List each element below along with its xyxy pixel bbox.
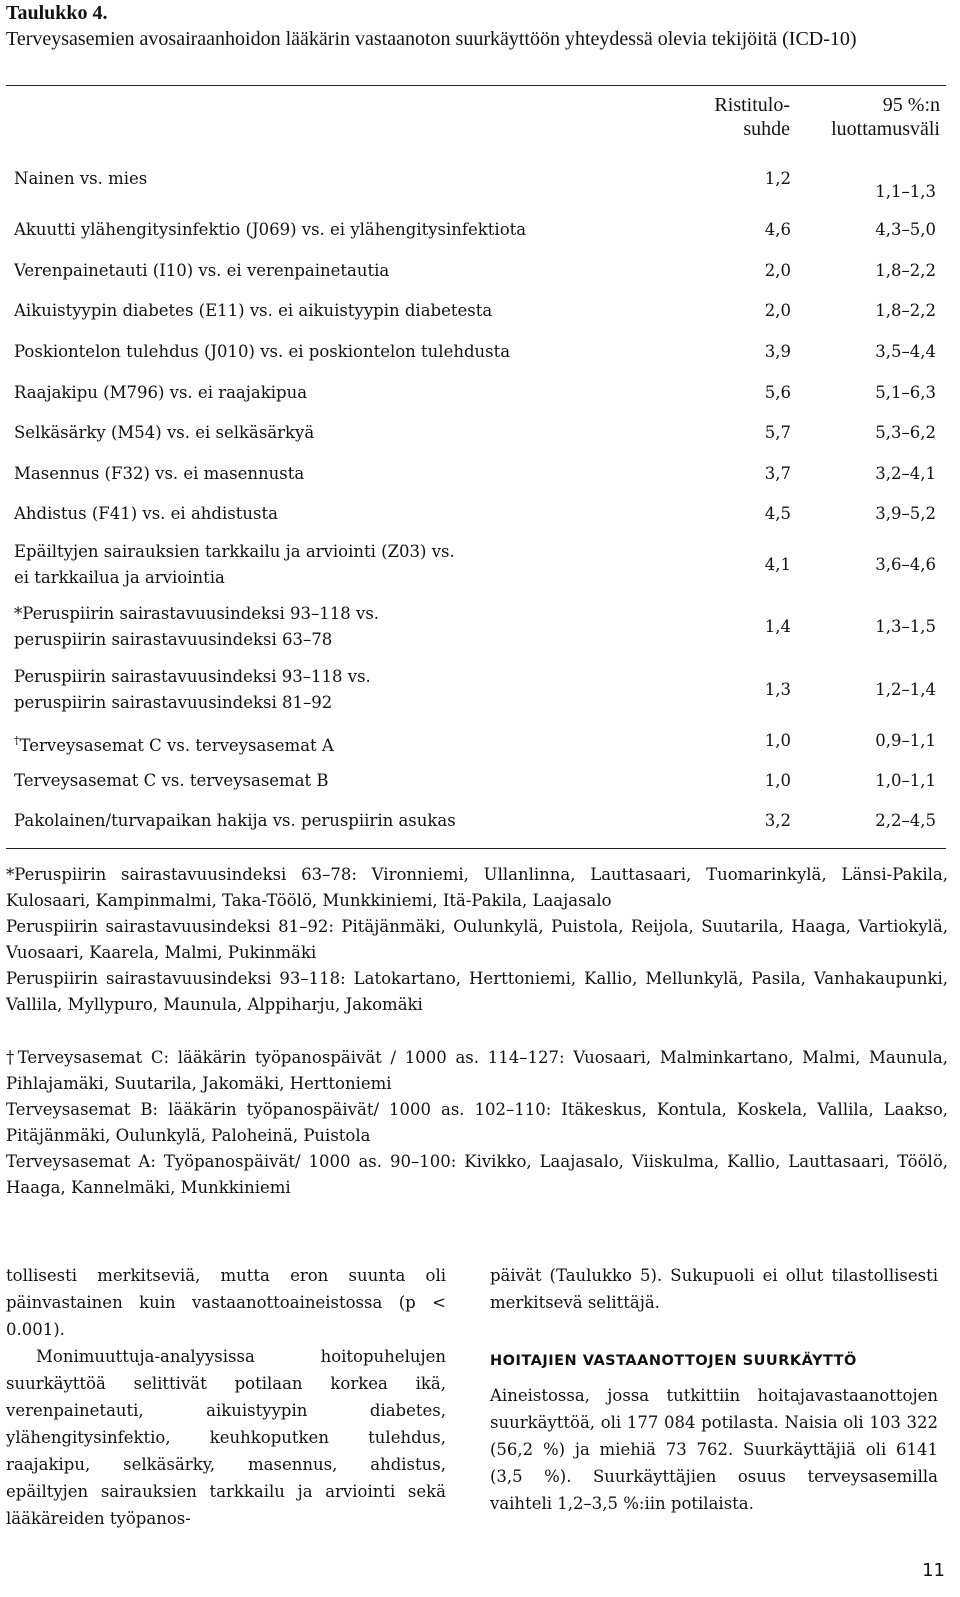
row-ci: 3,6–4,6 bbox=[875, 555, 936, 574]
row-risk-ratio: 1,0 bbox=[764, 731, 791, 750]
row-label: Akuutti ylähengitysinfektio (J069) vs. ei ylähengitysinfektiota bbox=[14, 220, 527, 239]
footnotes-group-1 bbox=[6, 862, 948, 1018]
row-ci: 1,8–2,2 bbox=[875, 261, 936, 280]
row-label-line2: peruspiirin sairastavuusindeksi 81–92 bbox=[14, 693, 333, 712]
table-top-rule bbox=[6, 85, 946, 86]
row-risk-ratio: 3,7 bbox=[764, 464, 791, 483]
row-label-line2: ei tarkkailua ja arviointia bbox=[14, 568, 225, 587]
row-ci: 1,2–1,4 bbox=[875, 680, 936, 699]
row-ci: 1,1–1,3 bbox=[875, 182, 936, 201]
header-ci-line1: 95 %:n bbox=[882, 94, 940, 116]
row-risk-ratio: 3,2 bbox=[764, 811, 791, 830]
row-risk-ratio: 5,6 bbox=[764, 383, 791, 402]
row-risk-ratio: 1,3 bbox=[764, 680, 791, 699]
row-risk-ratio: 2,0 bbox=[764, 261, 791, 280]
row-ci: 1,0–1,1 bbox=[875, 771, 936, 790]
row-risk-ratio: 4,5 bbox=[764, 504, 791, 523]
row-label: Selkäsärky (M54) vs. ei selkäsärkyä bbox=[14, 423, 315, 442]
section-heading: HOITAJIEN VASTAANOTTOJEN SUURKÄYTTÖ bbox=[490, 1353, 857, 1369]
table-bottom-rule bbox=[6, 848, 946, 849]
row-risk-ratio: 2,0 bbox=[764, 301, 791, 320]
row-risk-ratio: 4,1 bbox=[764, 555, 791, 574]
header-risk-ratio bbox=[640, 93, 790, 141]
table-label: Taulukko 4. bbox=[6, 2, 108, 24]
row-label bbox=[14, 728, 714, 759]
header-ci-line2: luottamusväli bbox=[831, 118, 940, 140]
row-ci: 3,9–5,2 bbox=[875, 504, 936, 523]
row-label: Terveysasemat C vs. terveysasemat B bbox=[14, 771, 329, 790]
body-column-left bbox=[6, 1262, 446, 1532]
body-paragraph: Aineistossa, jossa tutkittiin hoitajavastaanottojen suurkäyttöä, oli 177 084 potilasta. Naisia oli 103 322 (56,2 %) ja miehiä 73 762. Suurkäyttäjiä oli 6141 (3,5 %). Suurkäyttäjien osuus terveysasemilla vaihteli 1,2–3,5 %:iin potilaista. bbox=[490, 1386, 938, 1513]
row-label: Nainen vs. mies bbox=[14, 169, 148, 188]
row-label: Poskiontelon tulehdus (J010) vs. ei poskiontelon tulehdusta bbox=[14, 342, 511, 361]
row-ci: 1,3–1,5 bbox=[875, 617, 936, 636]
row-ci: 5,3–6,2 bbox=[875, 423, 936, 442]
footnote: Terveysasemat A: Työpanospäivät/ 1000 as. 90–100: Kivikko, Laajasalo, Viiskulma, Kallio, Lauttasaari, Töölö, Haaga, Kannelmäki, Munkkiniemi bbox=[6, 1152, 948, 1197]
row-label: Pakolainen/turvapaikan hakija vs. peruspiirin asukas bbox=[14, 811, 456, 830]
page-number: 11 bbox=[922, 1560, 945, 1581]
table-title bbox=[6, 0, 946, 52]
header-risk-ratio-line1: Ristitulo- bbox=[714, 94, 790, 116]
row-risk-ratio: 4,6 bbox=[764, 220, 791, 239]
footnote: Peruspiirin sairastavuusindeksi 93–118: Latokartano, Herttoniemi, Kallio, Mellunkylä, Pasila, Vanhakaupunki, Vallila, Myllypuro, Maunula, Alppiharju, Jakomäki bbox=[6, 969, 948, 1014]
row-ci: 5,1–6,3 bbox=[875, 383, 936, 402]
row-label: Ahdistus (F41) vs. ei ahdistusta bbox=[14, 504, 278, 523]
row-label-line1: Epäiltyjen sairauksien tarkkailu ja arviointi (Z03) vs. bbox=[14, 542, 455, 561]
row-label-line1: Peruspiirin sairastavuusindeksi 93–118 vs. bbox=[14, 667, 371, 686]
footnote: †Terveysasemat C: lääkärin työpanospäivät / 1000 as. 114–127: Vuosaari, Malminkartano, Malmi, Maunula, Pihlajamäki, Suutarila, Jakomäki, Herttoniemi bbox=[6, 1048, 948, 1093]
row-ci: 3,2–4,1 bbox=[875, 464, 936, 483]
row-ci: 1,8–2,2 bbox=[875, 301, 936, 320]
row-risk-ratio: 5,7 bbox=[764, 423, 791, 442]
row-risk-ratio: 1,0 bbox=[764, 771, 791, 790]
header-risk-ratio-line2: suhde bbox=[743, 118, 790, 140]
dagger-marker: † bbox=[14, 734, 20, 747]
row-label: Masennus (F32) vs. ei masennusta bbox=[14, 464, 305, 483]
footnote: *Peruspiirin sairastavuusindeksi 63–78: Vironniemi, Ullanlinna, Lauttasaari, Tuomarinkylä, Länsi-Pakila, Kulosaari, Kampinmalmi, Taka-Töölö, Munkkiniemi, Itä-Pakila, Laajasalo bbox=[6, 865, 948, 910]
body-paragraph: tollisesti merkitseviä, mutta eron suunta oli päinvastainen kuin vastaanottoaineistossa (p < 0.001). bbox=[6, 1266, 446, 1339]
footnote: Terveysasemat B: lääkärin työpanospäivät/ 1000 as. 102–110: Itäkeskus, Kontula, Koskela, Vallila, Laakso, Pitäjänmäki, Oulunkylä, Paloheinä, Puistola bbox=[6, 1100, 948, 1145]
footnote: Peruspiirin sairastavuusindeksi 81–92: Pitäjänmäki, Oulunkylä, Puistola, Reijola, Suutarila, Haaga, Vartiokylä, Vuosaari, Kaarela, Malmi, Pukinmäki bbox=[6, 917, 948, 962]
row-ci: 0,9–1,1 bbox=[875, 731, 936, 750]
row-risk-ratio: 3,9 bbox=[764, 342, 791, 361]
header-confidence-interval bbox=[790, 93, 940, 141]
table-caption: Terveysasemien avosairaanhoidon lääkärin vastaanoton suurkäyttöön yhteydessä olevia tekijöitä (ICD-10) bbox=[6, 28, 857, 50]
row-label: Verenpainetauti (I10) vs. ei verenpainetautia bbox=[14, 261, 390, 280]
body-column-right bbox=[490, 1262, 938, 1517]
row-ci: 2,2–4,5 bbox=[875, 811, 936, 830]
row-ci: 4,3–5,0 bbox=[875, 220, 936, 239]
row-risk-ratio: 1,4 bbox=[764, 617, 791, 636]
body-paragraph: päivät (Taulukko 5). Sukupuoli ei ollut tilastollisesti merkitsevä selittäjä. bbox=[490, 1266, 938, 1312]
row-ci: 3,5–4,4 bbox=[875, 342, 936, 361]
row-label: Aikuistyypin diabetes (E11) vs. ei aikuistyypin diabetesta bbox=[14, 301, 493, 320]
row-label-text: Terveysasemat C vs. terveysasemat A bbox=[19, 736, 334, 755]
footnotes-group-2 bbox=[6, 1045, 948, 1201]
row-label-line1: *Peruspiirin sairastavuusindeksi 93–118 vs. bbox=[14, 604, 380, 623]
row-risk-ratio: 1,2 bbox=[764, 169, 791, 188]
body-paragraph: Monimuuttuja-analyysissa hoitopuhelujen suurkäyttöä selittivät potilaan korkea ikä, verenpainetauti, aikuistyypin diabetes, ylähengitysinfektio, keuhkoputken tulehdus, raajakipu, selkäsärky, masennus, ahdistus, epäiltyjen sairauksien tarkkailu ja arviointi sekä lääkäreiden työpanos- bbox=[6, 1347, 446, 1528]
row-label: Raajakipu (M796) vs. ei raajakipua bbox=[14, 383, 308, 402]
row-label-line2: peruspiirin sairastavuusindeksi 63–78 bbox=[14, 630, 333, 649]
